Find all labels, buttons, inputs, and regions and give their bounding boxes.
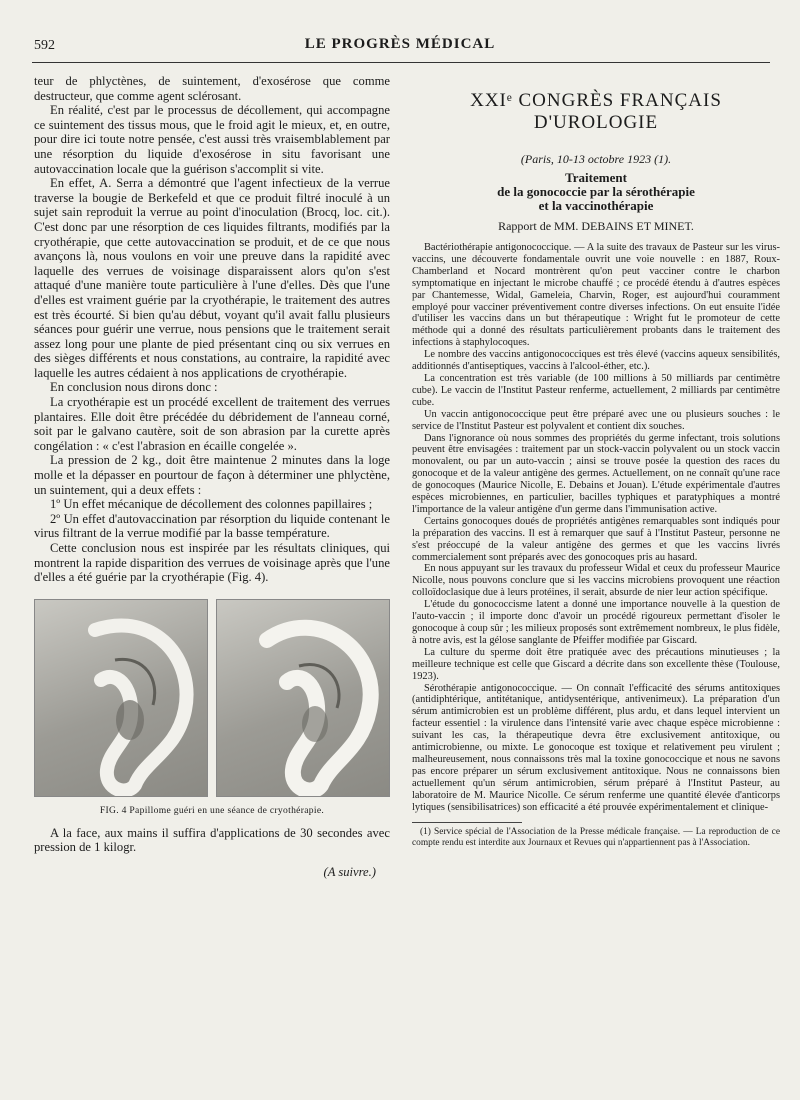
right-paragraph: Le nombre des vaccins antigonococciques est très élevé (vaccins aqueux sensibilités, additionnés d'antiseptiques, vaccins à l'alcool-éther, etc.). xyxy=(412,349,780,373)
article-title-line: Traitement xyxy=(565,170,627,185)
left-column xyxy=(34,74,390,1074)
footnote-rule xyxy=(412,822,522,823)
journal-title: LE PROGRÈS MÉDICAL xyxy=(304,36,496,52)
right-paragraph: La culture du sperme doit être pratiquée avec des précautions minutieuses ; la meilleure technique est celle que Giscard a décrite dans son excellente thèse (Toulouse, 1923). xyxy=(412,646,780,682)
figure-caption: FIG. 4 Papillome guéri en une séance de cryothérapie. xyxy=(99,804,325,816)
figure-4 xyxy=(34,599,390,797)
ear-illustration-right xyxy=(217,600,389,796)
page-number: 592 xyxy=(34,38,55,53)
right-paragraph: Dans l'ignorance où nous sommes des propriétés du germe infectant, trois solutions peuvent être envisagées : traitement par un stock-vaccin polyvalent ou un stock vaccin monovalent, ou par un auto-vaccin ; ainsi se trouve posée la question des races du gonocoque et de la valeur antigène des germes. Actuellement, on ne connaît qu'une race de gonocoques (Maurice Nicolle, E. Debains et Jouan). L'étude expérimentale d'autres espèces microbiennes, en particulier, bacilles typhiques et paratyphiques a montré l'importance de la valeur antigène d'un germe dans l'immunisation active. xyxy=(412,432,780,515)
congress-title: XXIᵉ CONGRÈS FRANÇAIS D'UROLOGIE xyxy=(470,90,722,133)
right-paragraph: La concentration est très variable (de 100 millions à 50 milliards par centimètre cube). Le vaccin de l'Institut Pasteur renferme, actuellement, 2 milliards par centimètre cube. xyxy=(412,372,780,408)
right-paragraph: Bactériothérapie antigonococcique. — A la suite des travaux de Pasteur sur les virus-vaccins, une découverte fondamentale ouvrit une voie nouvelle : en 1887, Roux-Chamberland et Nocard montrèrent qu'on peut vacciner contre le charbon symptomatique en injectant le microbe chauffé ; ce procédé étendu à d'autres espèces par Chantemesse, Widal, Gameleia, Charvin, Roger, est aujourd'hui couramment employé pour vacciner préventivement contre diverses infections. On eut ensuite l'idée d'utiliser les vaccins dans un but thérapeutique : Wright fut le promoteur de cette méthode qui a donné des résultats particulièrement probants dans le traitement des infections à staphylocoques. xyxy=(412,242,780,349)
header-rule xyxy=(32,62,770,63)
left-paragraph: teur de phlyctènes, de suintement, d'exosérose que comme destructeur, que comme agent sclérosant. xyxy=(34,74,390,103)
right-paragraph: Un vaccin antigonococcique peut être préparé avec une ou plusieurs souches : le service de l'Institut Pasteur est polyvalent et contient dix souches. xyxy=(412,408,780,432)
right-paragraph: L'étude du gonococcisme latent a donné une importance nouvelle à la question de l'auto-vaccin ; il importe donc d'avoir un procédé rigoureux permettant d'isoler le gonocoque à coup sûr ; les milieux proposés sont extrêmement nombreux, le plus fidèle, à notre avis, est la gélose sanglante de Pfeiffer modifiée par Giscard. xyxy=(412,599,780,646)
report-authors: Rapport de MM. DEBAINS ET MINET. xyxy=(498,219,694,233)
ear-illustration-left xyxy=(35,600,207,796)
left-paragraph: 1º Un effet mécanique de décollement des colonnes papillaires ; xyxy=(50,497,373,512)
right-paragraph: En nous appuyant sur les travaux du professeur Widal et ceux du professeur Maurice Nicolle, nous pouvons conclure que si les vaccins microbiens provoquent une réaction colloïdoclasique due à leurs protéines, il serait, absurde de nier leur action spécifique. xyxy=(412,563,780,599)
right-column xyxy=(412,74,780,1074)
article-title-line: de la gonococcie par la sérothérapie xyxy=(497,184,695,199)
left-paragraph: A la face, aux mains il suffira d'applications de 30 secondes avec pression de 1 kilogr. xyxy=(34,825,390,855)
footnote: (1) Service spécial de l'Association de la Presse médicale française. — La reproduction de ce compte rendu est interdite aux Journaux et Revues qui n'appartiennent pas à l'Association. xyxy=(412,826,780,848)
left-paragraph: 2º Un effet d'autovaccination par résorption du liquide contenant le virus filtrant de la verrue modifié par la basse température. xyxy=(34,511,390,541)
right-paragraph: Sérothérapie antigonococcique. — On connaît l'efficacité des sérums antitoxiques (antidiphtérique, antitétanique, antidysentérique, antivenimeux). La préparation d'un sérum antimicrobien est un problème différent, plus ardu, et dans lequel intervient un facteur essentiel : la virulence dans l'intensité varie avec chaque espèce microbienne : suivant les cas, la thérapeutique devra être exclusivement antitoxique, ou antimicrobienne, ou mixte. Le gonocoque est toxique et relativement peu virulent ; malheureusement, nous connaissons très mal la toxine gonococcique et nous ne savons pas encore préparer un sérum exclusivement antitoxique. Nous ne connaissons bien actuellement qu'un sérum antimicrobien, sérum préparé à l'Institut Pasteur, au laboratoire de M. Maurice Nicolle. Ce sérum renferme une quantité élevée d'anticorps lytiques (sensibilisatrices) son efficacité a été prouvée expérimentalement et clinique- xyxy=(412,682,780,813)
left-paragraph: La pression de 2 kg., doit être maintenue 2 minutes dans la loge molle et la dépasser en pourtour de façon à déterminer une phlyctène, un suintement, qui a deux effets : xyxy=(34,453,390,497)
ear-photo-left xyxy=(34,599,208,797)
ear-photo-right xyxy=(216,599,390,797)
article-title-line: et la vaccinothérapie xyxy=(538,198,654,213)
left-paragraph: En conclusion nous dirons donc : xyxy=(50,380,218,395)
left-paragraph: En effet, A. Serra a démontré que l'agent infectieux de la verrue traverse la bougie de Berkefeld et que ce produit filtré inoculé à un sujet sain reproduit la verrue au point d'inoculation (Brocq, loc. cit.). C'est donc par une résorption de ces liquides filtrants, modifiés par la cryothérapie, que cette autovaccination se produit, et de ce que nous avançons là, nous voulons en voir une preuve dans la rapidité avec laquelle des verrues de voisinage disparaissent alors qu'on s'est attaqué d'une manière toute particulière à l'une d'elles. Dès que l'une d'elles est vraiment guérie par la cryothérapie, le traitement des autres est très écourté. Si bien qu'au début, voyant qu'il avait fallu plusieurs séances pour guérir une verrue, nous pensions que le traitement serait assez long pour une plante de pied présentant cinq ou six verrues en des sièges différents et nous constations, au contraire, la rapidité avec laquelle les autres cédaient à nos applications de cryothérapie. xyxy=(34,176,390,380)
congress-meta: (Paris, 10-13 octobre 1923 (1). xyxy=(520,152,672,166)
left-paragraph: En réalité, c'est par le processus de décollement, qui accompagne ce suintement des tissus mous, que le froid agit le mieux, et, en outre, pour dire ici toute notre pensée, c'est aussi très vraisemblablement par une résorption du liquide d'exosérose in situ favorisant une autovaccination locale que la guérison s'accomplit si vite. xyxy=(34,103,390,176)
to-be-continued: (A suivre.) xyxy=(323,864,376,879)
right-paragraph: Certains gonocoques doués de propriétés antigènes remarquables sont indiqués pour la préparation des vaccins. Il est à remarquer que sauf à l'Institut Pasteur, personne ne s'est préoccupé de la valeur antigène des germes et que les vaccins livrés commercialement sont préparés avec des gonocoques pris au hasard. xyxy=(412,515,780,563)
left-paragraph: La cryothérapie est un procédé excellent de traitement des verrues plantaires. Elle doit être précédée du débridement de l'anneau corné, soit par le galvano cautère, soit de son abrasion par la curette après congélation : « c'est l'abrasion en écaille congelée ». xyxy=(34,395,390,453)
left-paragraph: Cette conclusion nous est inspirée par les résultats cliniques, qui montrent la rapide disparition des verrues de voisinage après que l'une d'elles a été guérie par la cryothérapie (Fig. 4). xyxy=(34,541,390,585)
